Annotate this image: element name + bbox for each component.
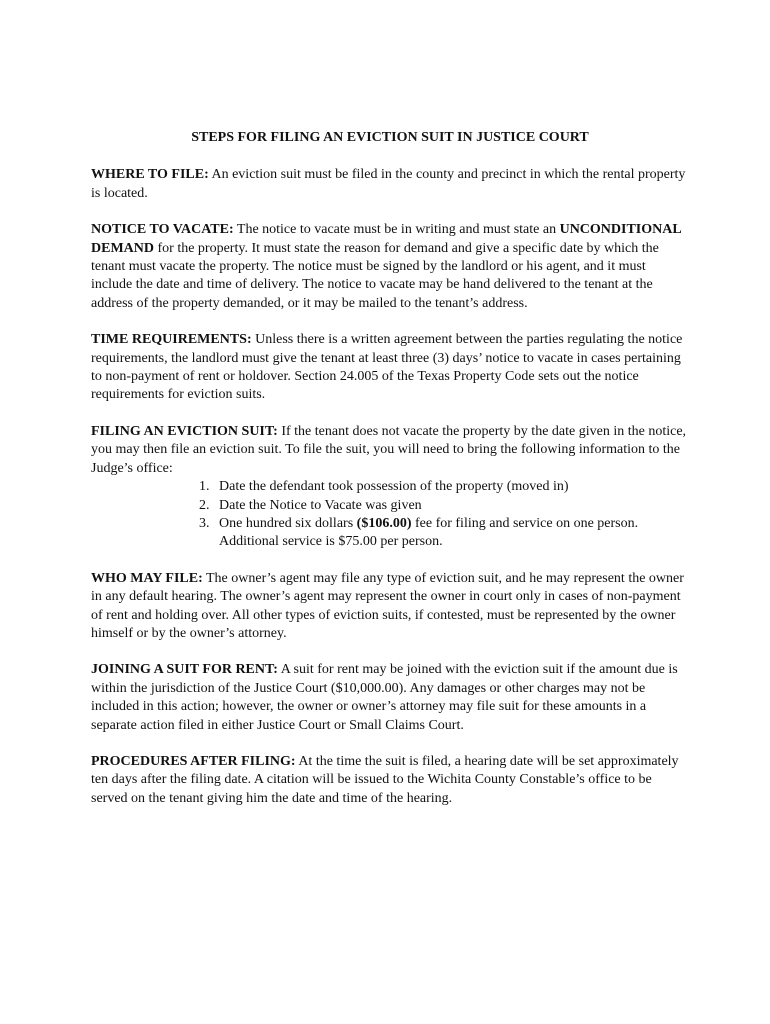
notice-to-vacate-heading: NOTICE TO VACATE:: [91, 222, 234, 238]
fee-text-post: fee for filing and service on one person. Additional service is $75.00 per person.: [219, 515, 639, 550]
who-may-file-heading: WHO MAY FILE:: [91, 570, 203, 586]
filing-suit-text: If the tenant does not vacate the property by the date given in the notice, you may then file an eviction suit. To file the suit, you will need to bring the following information to the Judge’s office:: [91, 423, 687, 476]
time-requirements-text: Unless there is a written agreement between the parties regulating the notice requirements, the landlord must give the tenant at least three (3) days’ notice to vacate in cases pertaining to non-payment of rent or holdover. Section 24.005 of the Texas Property Code sets out the notice requirements for eviction suits.: [91, 332, 683, 403]
joining-suit-text: A suit for rent may be joined with the eviction suit if the amount due is within the jurisdiction of the Justice Court ($10,000.00). Any damages or other charges may not be included in this action; however, the owner or owner’s attorney may file suit for these amounts in a separate action filed in either Justice Court or Small Claims Court.: [91, 662, 678, 733]
who-may-file-text: The owner’s agent may file any type of eviction suit, and he may represent the owner in any default hearing. The owner’s agent may represent the owner in court only in cases of non-payment of rent and holding over. All other types of eviction suits, if contested, must be represented by the owner himself or by the owner’s attorney.: [91, 570, 684, 641]
section-filing-suit: [91, 423, 689, 552]
list-item: [199, 515, 689, 552]
time-requirements-heading: TIME REQUIREMENTS:: [91, 332, 252, 348]
procedures-heading: PROCEDURES AFTER FILING:: [91, 753, 296, 769]
filing-requirements-list: [91, 478, 689, 552]
section-time-requirements: [91, 331, 689, 405]
notice-to-vacate-text-1: The notice to vacate must be in writing and must state an: [233, 222, 560, 238]
section-where-to-file: [91, 166, 689, 203]
list-item-number: 2.: [199, 497, 210, 513]
list-item-number: 1.: [199, 479, 210, 495]
filing-fee-amount: ($106.00): [356, 515, 412, 531]
joining-suit-heading: JOINING A SUIT FOR RENT:: [91, 662, 278, 678]
list-item-text: [219, 515, 689, 552]
where-to-file-text: An eviction suit must be filed in the county and precinct in which the rental property is located.: [91, 167, 686, 201]
where-to-file-heading: WHERE TO FILE:: [91, 167, 209, 183]
document-page: [91, 129, 689, 826]
unconditional-demand-text: UNCONDITIONAL DEMAND: [91, 222, 681, 256]
list-item: [199, 478, 689, 496]
filing-suit-heading: FILING AN EVICTION SUIT:: [91, 423, 278, 439]
filing-suit-intro: [91, 423, 689, 478]
notice-to-vacate-text-2: for the property. It must state the reason for demand and give a specific date by which the tenant must vacate the property. The notice must be signed by the landlord or his agent, and it must include the date and time of delivery. The notice to vacate may be hand delivered to the tenant at the address of the property demanded, or it may be mailed to the tenant’s address.: [91, 240, 659, 311]
list-item: [199, 497, 689, 515]
document-title: STEPS FOR FILING AN EVICTION SUIT IN JUSTICE COURT: [191, 130, 589, 145]
section-notice-to-vacate: [91, 221, 689, 313]
fee-text-pre: One hundred six dollars: [219, 515, 357, 531]
procedures-text: At the time the suit is filed, a hearing date will be set approximately ten days after the filing date. A citation will be issued to the Wichita County Constable’s office to be served on the tenant giving him the date and time of the hearing.: [91, 753, 679, 806]
section-joining-suit: [91, 661, 689, 735]
list-item-number: 3.: [199, 515, 210, 531]
list-item-text: Date the Notice to Vacate was given: [219, 497, 422, 513]
section-who-may-file: [91, 570, 689, 644]
section-procedures: [91, 753, 689, 808]
list-item-text: Date the defendant took possession of the property (moved in): [219, 479, 569, 495]
